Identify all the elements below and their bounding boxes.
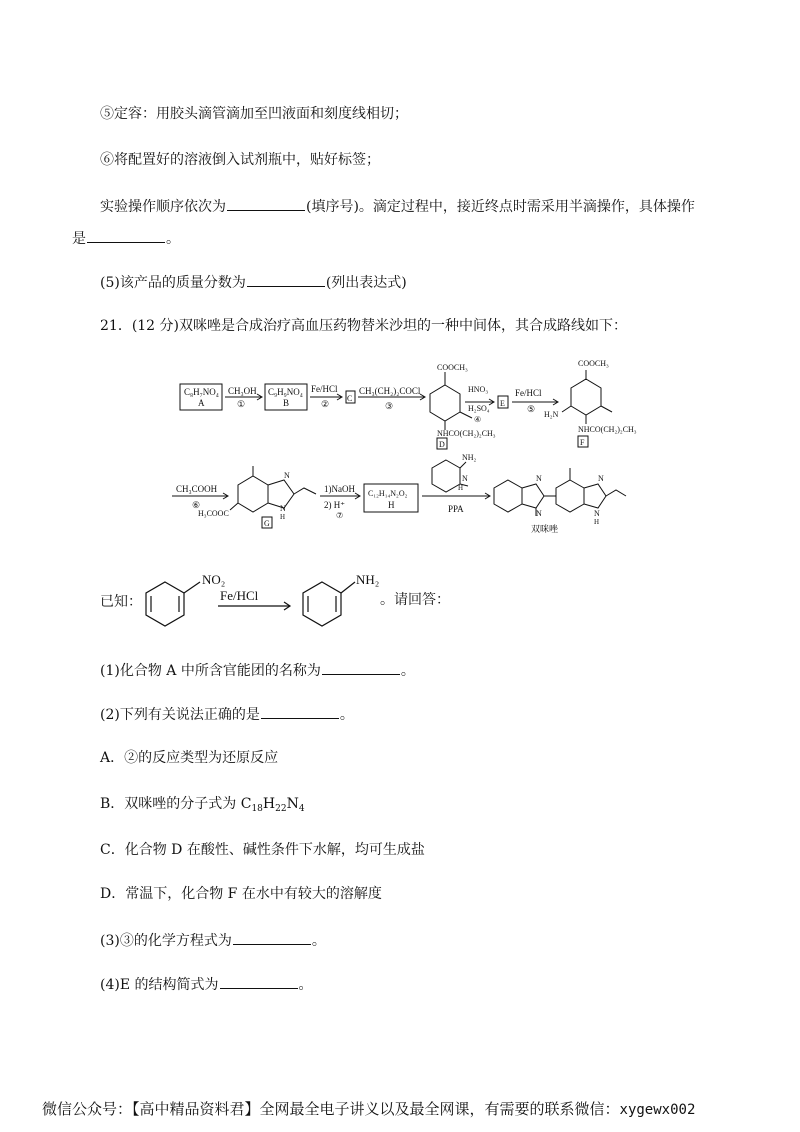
reagent-6: CH₃COOH xyxy=(176,484,218,494)
step-3: ③ xyxy=(385,401,394,411)
order-text-2: (填序号)。滴定过程中，接近终点时需采用半滴操作，具体操作 xyxy=(306,199,695,215)
g-nh: N xyxy=(280,504,286,513)
product-n1: N xyxy=(536,474,542,483)
q1-text: (1)化合物 A 中所含官能团的名称为 xyxy=(100,663,321,679)
q2-option-b-sub22: 22 xyxy=(275,804,287,814)
amine-n: N xyxy=(462,474,468,483)
known-nitro: NO₂ xyxy=(202,572,226,587)
d-label: D xyxy=(439,440,445,449)
q5 xyxy=(100,272,407,293)
q2-option-d: D．常温下，化合物 F 在水中有较大的溶解度 xyxy=(100,886,382,902)
q2-option-c: C．化合物 D 在酸性、碱性条件下水解，均可生成盐 xyxy=(100,842,425,858)
order-text-4: 。 xyxy=(166,231,180,247)
f-label: F xyxy=(580,438,585,447)
step-7: ⑦ xyxy=(336,511,344,520)
q2-option-b-text: B．双咪唑的分子式为 C xyxy=(100,796,252,812)
q3-text: (3)③的化学方程式为 xyxy=(100,933,232,949)
q5-suffix: (列出表达式) xyxy=(325,275,407,291)
g-n: N xyxy=(284,471,290,480)
q4 xyxy=(100,974,313,995)
order-text-3: 是 xyxy=(72,231,86,247)
product-name: 双咪唑 xyxy=(531,524,559,534)
known-amine: NH₂ xyxy=(356,572,380,587)
step-6: ⑥ xyxy=(192,500,201,510)
order-answer-blank[interactable] xyxy=(227,196,305,211)
order-text-1: 实验操作顺序依次为 xyxy=(100,199,226,215)
amine-nh2: NH₂ xyxy=(462,453,477,462)
box-a-label: A xyxy=(198,398,205,408)
q3-answer-blank[interactable] xyxy=(233,930,311,945)
ring-prod-2 xyxy=(556,480,584,512)
q4-end: 。 xyxy=(298,977,313,993)
step-2: ② xyxy=(321,399,330,409)
reagent-5: Fe/HCl xyxy=(515,388,542,398)
q1-end: 。 xyxy=(400,663,415,679)
ring-f xyxy=(571,379,601,415)
step5-text: ⑤定容：用胶头滴管滴加至凹液面和刻度线相切； xyxy=(100,106,408,122)
q4-text: (4)E 的结构简式为 xyxy=(100,977,219,993)
box-h-label: H xyxy=(388,500,395,510)
order-question-cont xyxy=(72,228,180,249)
order-question xyxy=(100,196,695,217)
step6-text: ⑥将配置好的溶液倒入试剂瓶中，贴好标签； xyxy=(100,152,380,168)
imidazole-prod-2 xyxy=(584,484,606,508)
step-5: ⑤ xyxy=(527,404,536,414)
reagent-3: CH₃(CH₂)₂COCl xyxy=(359,386,421,396)
q2-text: (2)下列有关说法正确的是 xyxy=(100,707,260,723)
q2-option-a: A．②的反应类型为还原反应 xyxy=(100,750,279,766)
product-nh: N xyxy=(594,509,600,518)
ring-g xyxy=(238,476,268,512)
reagent-8: PPA xyxy=(448,504,464,514)
box-b-label: B xyxy=(283,398,290,408)
footer xyxy=(42,1098,695,1119)
footer-text: 微信公众号：【高中精品资料君】全网最全电子讲义以及最全网课，有需要的联系微信： xyxy=(42,1100,620,1118)
box-a-formula: C₈H₇NO₄ xyxy=(184,387,219,397)
q5-answer-blank[interactable] xyxy=(247,272,325,287)
q1-answer-blank[interactable] xyxy=(322,660,400,675)
product-h: H xyxy=(594,518,600,526)
d-ester: COOCH₃ xyxy=(437,363,468,372)
q4-answer-blank[interactable] xyxy=(220,974,298,989)
q2-option-b-n: N xyxy=(286,796,299,812)
ring-prod-1 xyxy=(494,480,522,512)
reagent-1: CH₃OH xyxy=(228,386,257,396)
g-label: G xyxy=(264,519,270,528)
imidazole-prod-1 xyxy=(522,484,544,508)
ring-d xyxy=(430,385,460,421)
step-1: ① xyxy=(237,399,246,409)
known-label: 已知： xyxy=(100,594,142,610)
box-c-label: C xyxy=(347,394,353,403)
g-h: H xyxy=(280,513,286,521)
q1 xyxy=(100,660,415,681)
q3 xyxy=(100,930,326,951)
product-n2: N xyxy=(536,509,542,518)
reagent-2: Fe/HCl xyxy=(311,384,338,394)
step-4: ④ xyxy=(474,415,482,424)
known-suffix: 。请回答： xyxy=(380,592,450,608)
box-b-formula: C₉H₉NO₄ xyxy=(268,387,303,397)
q2-option-b-h: H xyxy=(262,796,276,812)
q2-option-b xyxy=(100,794,305,814)
q2 xyxy=(100,704,354,725)
product-n3: N xyxy=(598,474,604,483)
q3-end: 。 xyxy=(311,933,326,949)
f-ester: COOCH₃ xyxy=(578,359,609,368)
ring-aniline xyxy=(303,582,341,626)
q5-text: (5)该产品的质量分数为 xyxy=(100,275,246,291)
ring-nitrobenzene xyxy=(146,582,184,626)
reagent-7a: 1)NaOH xyxy=(324,484,355,494)
q2-option-b-sub18: 18 xyxy=(251,804,263,814)
q2-end: 。 xyxy=(339,707,354,723)
reagent-4b: H₂SO₄ xyxy=(468,404,490,413)
amine-h: H xyxy=(458,484,464,492)
synthesis-scheme xyxy=(0,350,800,550)
box-h-formula: C₁₂H₁₄N₂O₂ xyxy=(368,489,408,498)
q21-intro: 21．(12 分)双咪唑是合成治疗高血压药物替米沙坦的一种中间体，其合成路线如下： xyxy=(100,318,628,334)
f-amine: H₂N xyxy=(544,410,559,419)
q2-answer-blank[interactable] xyxy=(261,704,339,719)
g-ester: H₃COOC xyxy=(198,509,229,518)
footer-wechat: xygewx002 xyxy=(619,1102,696,1118)
q2-option-b-sub4: 4 xyxy=(298,804,305,814)
f-amide: NHCO(CH₂)₂CH₃ xyxy=(578,425,637,434)
reagent-7b: 2) H⁺ xyxy=(324,500,345,510)
known-reagent: Fe/HCl xyxy=(220,588,259,603)
reagent-4a: HNO₃ xyxy=(468,385,489,394)
operation-answer-blank[interactable] xyxy=(87,228,165,243)
e-label: E xyxy=(500,399,505,408)
d-amide: NHCO(CH₂)₂CH₃ xyxy=(437,429,496,438)
ring-amine xyxy=(432,460,460,492)
